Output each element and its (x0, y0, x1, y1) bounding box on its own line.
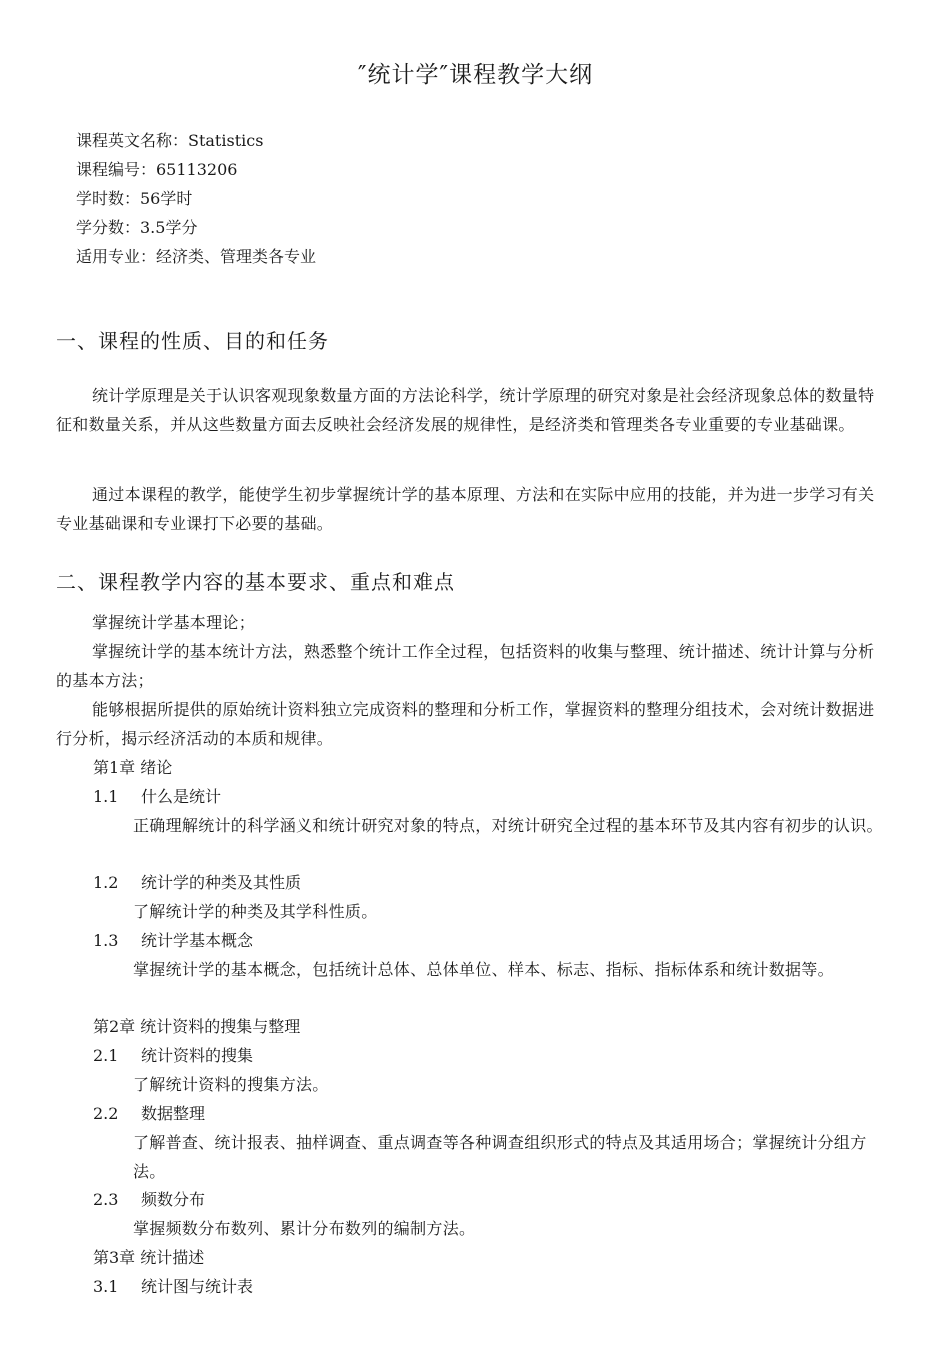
section-number: 1.2 (93, 873, 119, 892)
section-desc-1-2: 了解统计学的种类及其学科性质。 (133, 902, 378, 921)
section-title: 数据整理 (141, 1104, 206, 1123)
section-number: 2.1 (93, 1046, 119, 1065)
section1-paragraph-2: 通过本课程的教学，能使学生初步掌握统计学的基本原理、方法和在实际中应用的技能，并为进一步学习有关专业基础课和专业课打下必要的基础。 (56, 485, 875, 533)
section1-paragraph-1: 统计学原理是关于认识客观现象数量方面的方法论科学，统计学原理的研究对象是社会经济现象总体的数量特征和数量关系，并从这些数量方面去反映社会经济发展的规律性，是经济类和管理类各专业重要的专业基础课。 (56, 386, 875, 434)
section2-paragraph-1: 掌握统计学基本理论； (92, 613, 256, 632)
section-title: 什么是统计 (141, 787, 222, 806)
section-title: 统计图与统计表 (141, 1277, 254, 1296)
document-title: ″统计学″课程教学大纲 (357, 62, 594, 88)
section-desc-1-1: 正确理解统计的科学涵义和统计研究对象的特点，对统计研究全过程的基本环节及其内容有初步的认识。 (133, 816, 883, 835)
course-english-name: 课程英文名称：Statistics (76, 131, 264, 150)
section-title: 统计学基本概念 (141, 931, 254, 950)
course-majors: 适用专业：经济类、管理类各专业 (76, 247, 317, 266)
section1-heading: 一、课程的性质、目的和任务 (56, 329, 329, 353)
course-info (76, 126, 316, 271)
section-heading-1-2 (93, 868, 301, 897)
section-heading-2-1 (93, 1041, 253, 1070)
section-heading-2-2 (93, 1099, 205, 1128)
section-number: 2.3 (93, 1190, 119, 1209)
section-desc-1-3: 掌握统计学的基本概念，包括统计总体、总体单位、样本、标志、指标、指标体系和统计数据等。 (133, 960, 834, 979)
section-desc-2-3: 掌握频数分布数列、累计分布数列的编制方法。 (133, 1219, 476, 1238)
section-heading-1-1 (93, 782, 221, 811)
course-code: 课程编号：65113206 (76, 160, 238, 179)
section-title: 统计资料的搜集 (141, 1046, 254, 1065)
section-number: 2.2 (93, 1104, 119, 1123)
section-heading-1-3 (93, 926, 253, 955)
section-heading-2-3 (93, 1185, 205, 1214)
chapter-3-title: 第3章 统计描述 (93, 1248, 205, 1267)
section-heading-3-1 (93, 1272, 253, 1301)
course-credits: 学分数：3.5学分 (76, 218, 198, 237)
section2-heading: 二、课程教学内容的基本要求、重点和难点 (56, 570, 455, 594)
chapter-2-title: 第2章 统计资料的搜集与整理 (93, 1017, 301, 1036)
section-title: 统计学的种类及其性质 (141, 873, 302, 892)
section2-paragraph-2: 掌握统计学的基本统计方法，熟悉整个统计工作全过程，包括资料的收集与整理、统计描述、统计计算与分析的基本方法； (56, 642, 875, 690)
chapter-1-title: 第1章 绪论 (93, 758, 173, 777)
section-number: 3.1 (93, 1277, 119, 1296)
section-number: 1.1 (93, 787, 119, 806)
course-hours: 学时数：56学时 (76, 189, 193, 208)
section2-paragraph-3: 能够根据所提供的原始统计资料独立完成资料的整理和分析工作，掌握资料的整理分组技术，会对统计数据进行分析，揭示经济活动的本质和规律。 (56, 700, 875, 748)
section-desc-2-2: 了解普查、统计报表、抽样调查、重点调查等各种调查组织形式的特点及其适用场合；掌握统计分组方法。 (133, 1133, 867, 1181)
section-number: 1.3 (93, 931, 119, 950)
section-title: 频数分布 (141, 1190, 206, 1209)
section-desc-2-1: 了解统计资料的搜集方法。 (133, 1075, 329, 1094)
